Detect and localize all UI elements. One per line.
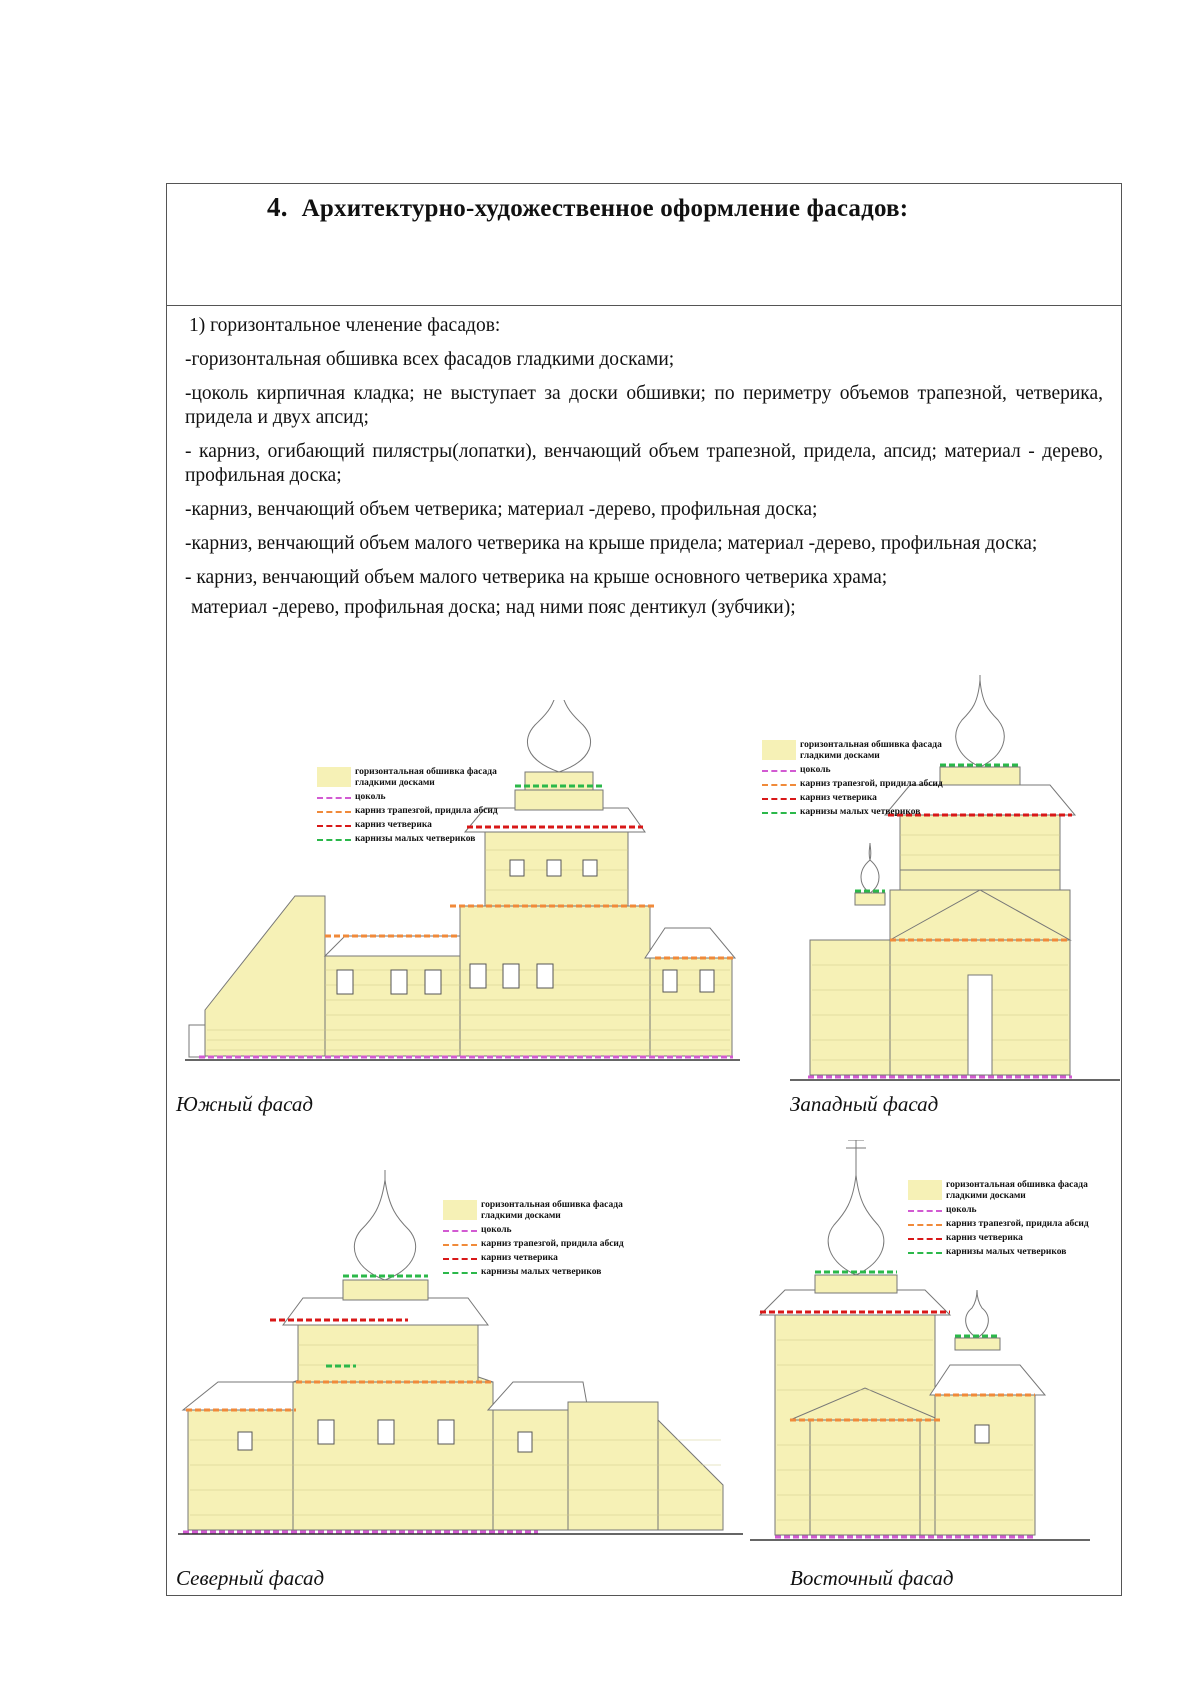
quadrangle-cornice-swatch	[762, 798, 796, 800]
list-item: 1) горизонтальное членение фасадов:	[189, 315, 501, 336]
refectory-cornice-swatch	[443, 1244, 477, 1246]
legend-cladding: горизонтальная обшивка фасада гладкими досками	[800, 740, 942, 761]
section-heading	[267, 192, 908, 223]
legend-quadrangle-cornice: карниз четверика	[355, 820, 432, 830]
west-facade-drawing	[790, 675, 1120, 1095]
legend-cladding: горизонтальная обшивка фасада гладкими досками	[946, 1180, 1088, 1201]
cladding-swatch	[908, 1180, 942, 1200]
section-title: Архитектурно-художественное оформление фасадов:	[301, 195, 909, 222]
list-item: - карниз, венчающий объем малого четверика на крыше основного четверика храма;	[185, 567, 888, 588]
list-item: материал -дерево, профильная доска; над ними пояс дентикул (зубчики);	[191, 597, 796, 618]
south-legend	[317, 767, 502, 848]
legend-refectory-cornice: карниз трапезгой, придила абсид	[481, 1239, 624, 1249]
legend-plinth: цоколь	[481, 1225, 512, 1235]
quadrangle-cornice-swatch	[443, 1258, 477, 1260]
legend-plinth: цоколь	[800, 765, 831, 775]
cladding-swatch	[317, 767, 351, 787]
legend-small-cornices: карнизы малых четвериков	[800, 807, 921, 817]
legend-cladding: горизонтальная обшивка фасада гладкими досками	[355, 767, 497, 788]
list-item: -цоколь кирпичная кладка; не выступает за доски обшивки; по периметру объемов трапезной, четверика, придела и двух апсид;	[185, 383, 1103, 428]
legend-cladding: горизонтальная обшивка фасада гладкими досками	[481, 1200, 623, 1221]
legend-refectory-cornice: карниз трапезгой, придила абсид	[355, 806, 498, 816]
legend-plinth: цоколь	[946, 1205, 977, 1215]
small-cornice-swatch	[908, 1252, 942, 1254]
legend-small-cornices: карнизы малых четвериков	[481, 1267, 602, 1277]
refectory-cornice-swatch	[762, 784, 796, 786]
section-number: 4.	[267, 192, 288, 222]
list-item: - карниз, огибающий пилястры(лопатки), венчающий объем трапезной, придела, апсид; материал - дерево, профильная доска;	[185, 441, 1103, 486]
heading-cell	[167, 184, 1121, 306]
small-cornice-swatch	[762, 812, 796, 814]
list-item: -карниз, венчающий объем четверика; материал -дерево, профильная доска;	[185, 499, 818, 520]
plinth-swatch	[762, 770, 796, 772]
legend-plinth: цоколь	[355, 792, 386, 802]
south-facade-caption: Южный фасад	[176, 1092, 314, 1116]
legend-small-cornices: карнизы малых четвериков	[355, 834, 476, 844]
list-item: -горизонтальная обшивка всех фасадов гладкими досками;	[185, 349, 675, 370]
east-facade-caption: Восточный фасад	[790, 1566, 954, 1590]
small-cornice-swatch	[317, 839, 351, 841]
small-cornice-swatch	[443, 1272, 477, 1274]
quadrangle-cornice-swatch	[908, 1238, 942, 1240]
legend-small-cornices: карнизы малых четвериков	[946, 1247, 1067, 1257]
legend-refectory-cornice: карниз трапезгой, придила абсид	[800, 779, 943, 789]
legend-refectory-cornice: карниз трапезгой, придила абсид	[946, 1219, 1089, 1229]
plinth-swatch	[317, 797, 351, 799]
legend-quadrangle-cornice: карниз четверика	[946, 1233, 1023, 1243]
list-item: -карниз, венчающий объем малого четверика на крыше придела; материал -дерево, профильная доска;	[185, 533, 1038, 554]
plinth-swatch	[908, 1210, 942, 1212]
legend-quadrangle-cornice: карниз четверика	[481, 1253, 558, 1263]
north-facade-caption: Северный фасад	[176, 1566, 325, 1590]
refectory-cornice-swatch	[317, 811, 351, 813]
west-legend	[762, 740, 952, 821]
refectory-cornice-swatch	[908, 1224, 942, 1226]
cladding-swatch	[443, 1200, 477, 1220]
legend-quadrangle-cornice: карниз четверика	[800, 793, 877, 803]
quadrangle-cornice-swatch	[317, 825, 351, 827]
plinth-swatch	[443, 1230, 477, 1232]
east-legend	[908, 1180, 1093, 1261]
facade-features-list	[185, 314, 1103, 630]
cladding-swatch	[762, 740, 796, 760]
south-facade-drawing	[185, 700, 740, 1095]
north-legend	[443, 1200, 628, 1281]
west-facade-caption: Западный фасад	[790, 1092, 939, 1116]
